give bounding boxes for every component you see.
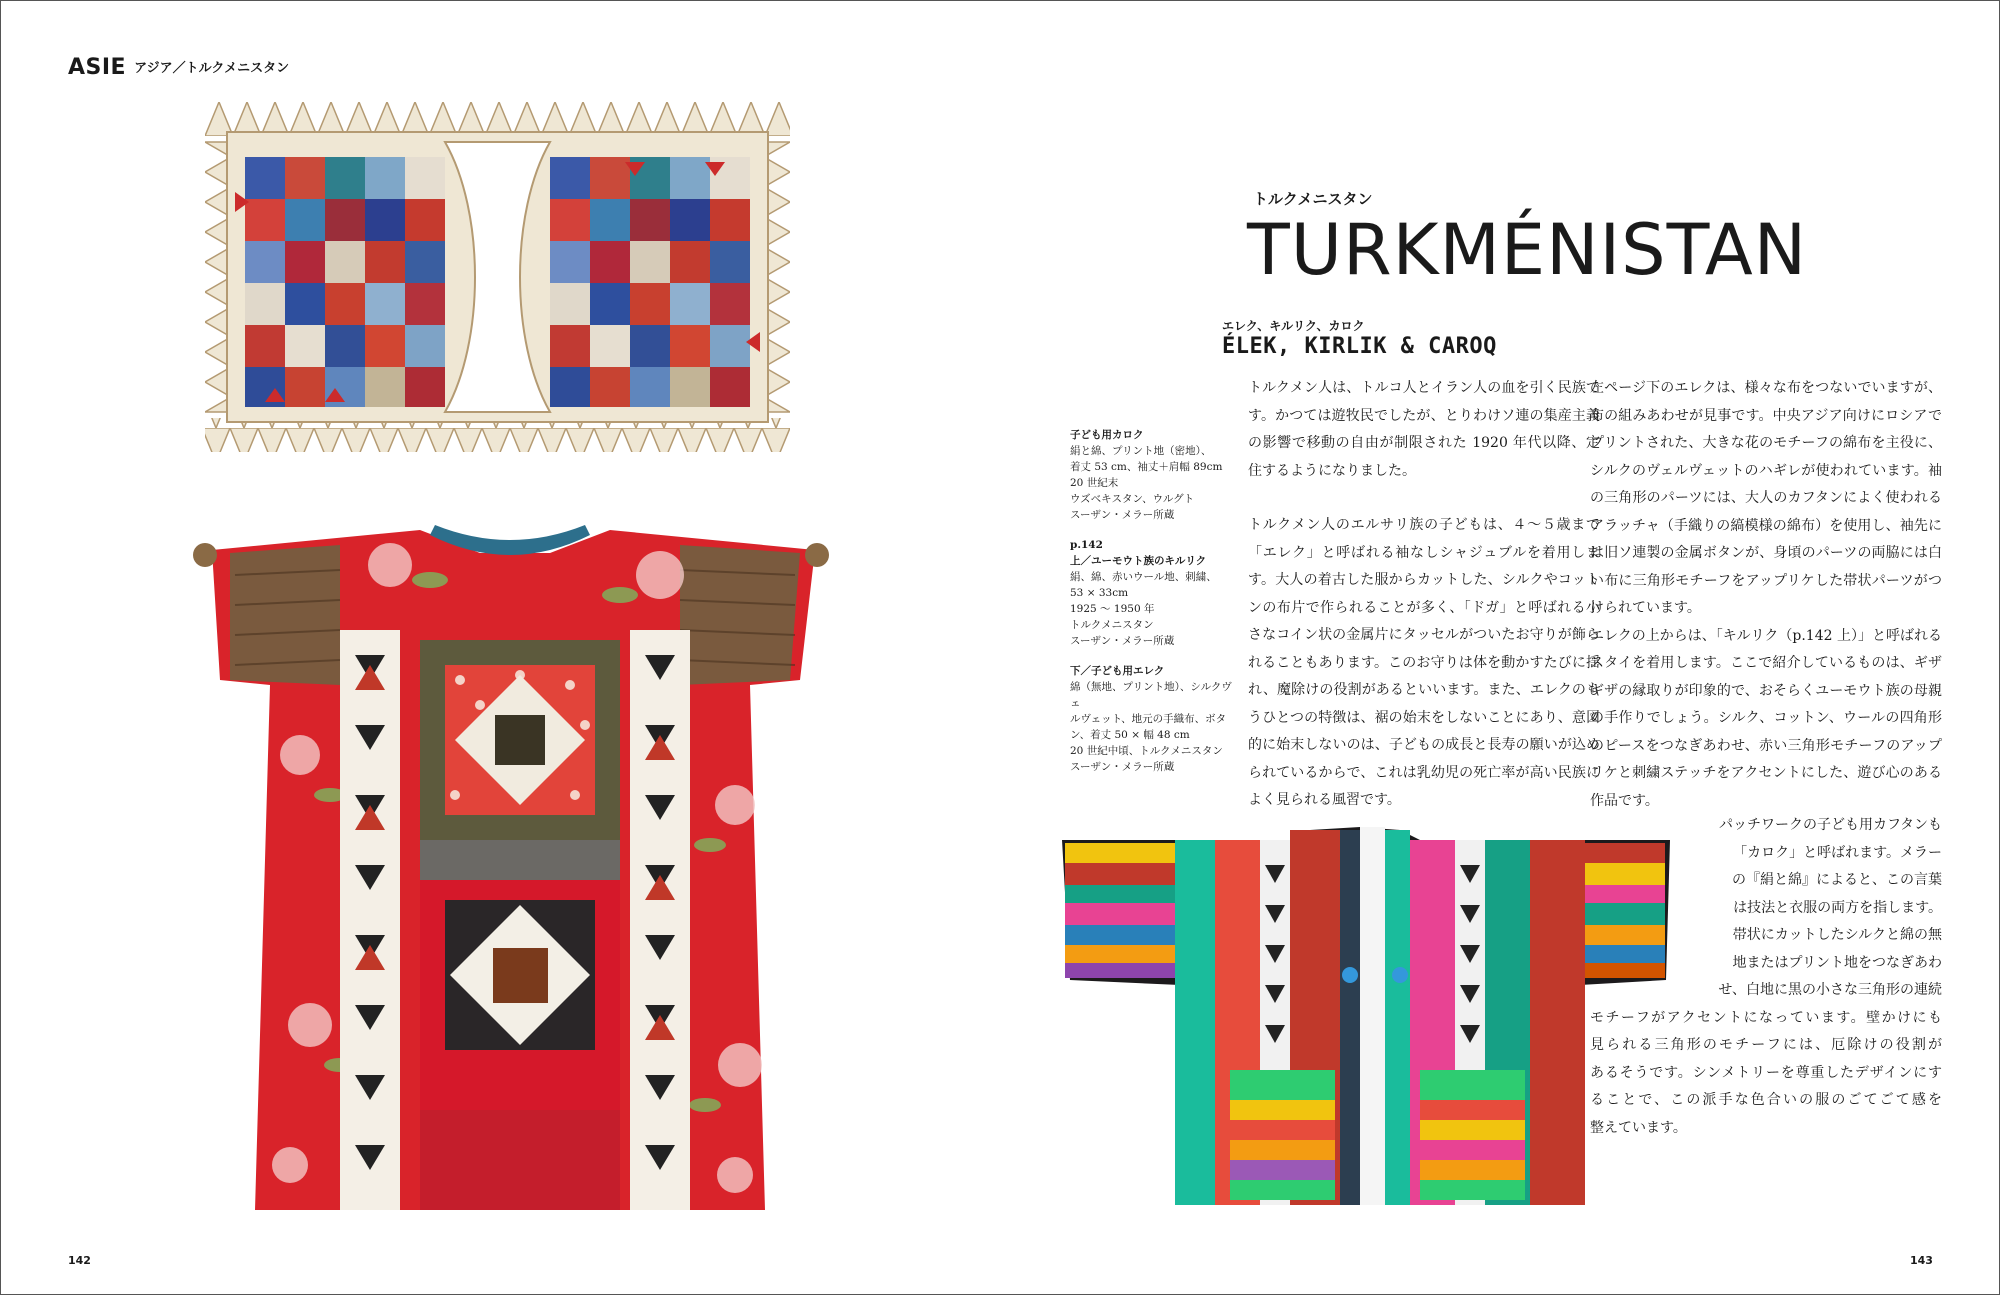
body-line: モチーフがアクセントになっています。壁かけにも <box>1590 1009 1942 1026</box>
body-line: 「カロク」と呼ばれます。メラー <box>1733 844 1942 861</box>
body-paragraph: トルクメン人は、トルコ人とイラン人の血を引く民族です。かつては遊牧民でしたが、とりわけソ連の集産主義の影響で移動の自由が制限された 1920 年代以降、定住するようになりました。 <box>1248 380 1600 479</box>
caption-line: p.142 <box>1070 539 1103 551</box>
caption-line: スーザン・メラー所蔵 <box>1070 509 1175 521</box>
body-paragraph: 左ページ下のエレクは、様々な布をつないでいますが、布の組みあわせが見事です。中央アジア向けにロシアでプリントされた、大きな花のモチーフの綿布を主役に、シルクのヴェルヴェットのハギレが使われています。袖の三角形のパーツには、大人のカフタンによく使われるアラッチャ（手織りの縞模様の綿布）を使用し、袖先には旧ソ連製の金属ボタンが、身頃のパーツの両脇には白い布に三角形モチーフをアップリケした帯状パーツがつけられています。 <box>1590 380 1942 616</box>
captions <box>1070 427 1235 789</box>
caption-line: 絹と綿、プリント地（密地）、 <box>1070 445 1212 457</box>
caption-line: ウズベキスタン、ウルグト <box>1070 493 1195 505</box>
caption-line: 下／子ども用エレク <box>1070 665 1165 677</box>
caption-kirlik <box>1070 537 1235 649</box>
body-line: 地またはプリント地をつなぎあわ <box>1732 954 1942 971</box>
caption-line: 上／ユーモウト族のキルリク <box>1070 555 1207 567</box>
caption-line: ルヴェット、地元の手織布、ボタ <box>1070 713 1227 725</box>
caption-elek <box>1070 663 1235 775</box>
running-head-region: ASIE <box>68 55 127 80</box>
page-title: TURKMÉNISTAN <box>1247 209 1808 291</box>
kirlik-bib-image <box>205 102 790 452</box>
body-line: 整えています。 <box>1590 1119 1687 1136</box>
title-ja: トルクメニスタン <box>1253 190 1373 208</box>
caption-line: 子ども用カロク <box>1070 429 1144 441</box>
caption-line: 絹、綿、赤いウール地、刺繍、 <box>1070 571 1217 583</box>
page-number-left: 142 <box>68 1254 91 1267</box>
caption-line: 綿（無地、プリント地）、シルクヴェ <box>1070 681 1232 709</box>
caption-line: ン、着丈 50 × 幅 48 cm <box>1070 729 1190 741</box>
caption-line: 20 世紀中頃、トルクメニスタン <box>1070 745 1223 757</box>
caption-line: スーザン・メラー所蔵 <box>1070 635 1175 647</box>
caption-line: 着丈 53 cm、袖丈＋肩幅 89cm <box>1070 461 1223 473</box>
body-line: あるそうです。シンメトリーを尊重したデザインにす <box>1590 1064 1942 1081</box>
body-line: せ、白地に黒の小さな三角形の連続 <box>1718 982 1942 998</box>
running-head <box>68 55 289 80</box>
caption-line: 1925 ～ 1950 年 <box>1070 603 1155 615</box>
page-number-right: 143 <box>1910 1254 1933 1267</box>
body-line: ることで、この派手な色合いの服のごてごて感を <box>1590 1092 1942 1108</box>
caption-line: スーザン・メラー所蔵 <box>1070 761 1175 773</box>
body-line: は技法と衣服の両方を指します。 <box>1733 899 1942 916</box>
subtitle-ja: エレク、キルリク、カロク <box>1222 319 1365 333</box>
caption-line: トルクメニスタン <box>1070 619 1154 631</box>
running-head-region-ja: アジア／トルクメニスタン <box>134 61 290 76</box>
caption-line: 20 世紀末 <box>1070 477 1119 489</box>
child-elek-image <box>190 505 830 1225</box>
body-paragraph: エレクの上からは、「キルリク（p.142 上）」と呼ばれるスタイを着用します。ここで紹介しているものは、ギザギザの縁取りが印象的で、おそらくユーモウト族の母親の手作りでしょう。シルク、コットン、ウールの四角形のピースをつなぎあわせ、赤い三角形モチーフのアップリケと刺繍ステッチをアクセントにした、遊び心のある作品です。 <box>1590 627 1942 809</box>
page-subtitle: ÉLEK, KIRLIK & CAROQ <box>1222 334 1497 359</box>
caption-line: 53 × 33cm <box>1070 587 1129 599</box>
body-column-3 <box>1590 812 1942 1142</box>
body-line: パッチワークの子ども用カフタンも <box>1718 817 1942 833</box>
body-paragraph: トルクメン人のエルサリ族の子どもは、４～５歳まで「エレク」と呼ばれる袖なしシャジュブルを着用します。大人の着古した服からカットした、シルクやコットンの布片で作られることが多く、「ドガ」と呼ばれる小さなコイン状の金属片にタッセルがついたお守りが飾られることもあります。このお守りは体を動かすたびに揺れ、魔除けの役割があるといいます。また、エレクのもうひとつの特徴は、裾の始末をしないことにあり、意図的に始末しないのは、子どもの成長と長寿の願いが込められているからで、これは乳幼児の死亡率が高い民族によく見られる風習です。 <box>1248 517 1600 808</box>
body-line: 帯状にカットしたシルクと綿の無 <box>1732 927 1942 943</box>
body-column-1 <box>1248 375 1600 815</box>
body-line: の『絹と綿』によると、この言葉 <box>1732 872 1942 888</box>
body-line: 見られる三角形のモチーフには、厄除けの役割が <box>1590 1037 1942 1053</box>
body-column-2 <box>1590 375 1942 815</box>
caption-caroq <box>1070 427 1235 523</box>
